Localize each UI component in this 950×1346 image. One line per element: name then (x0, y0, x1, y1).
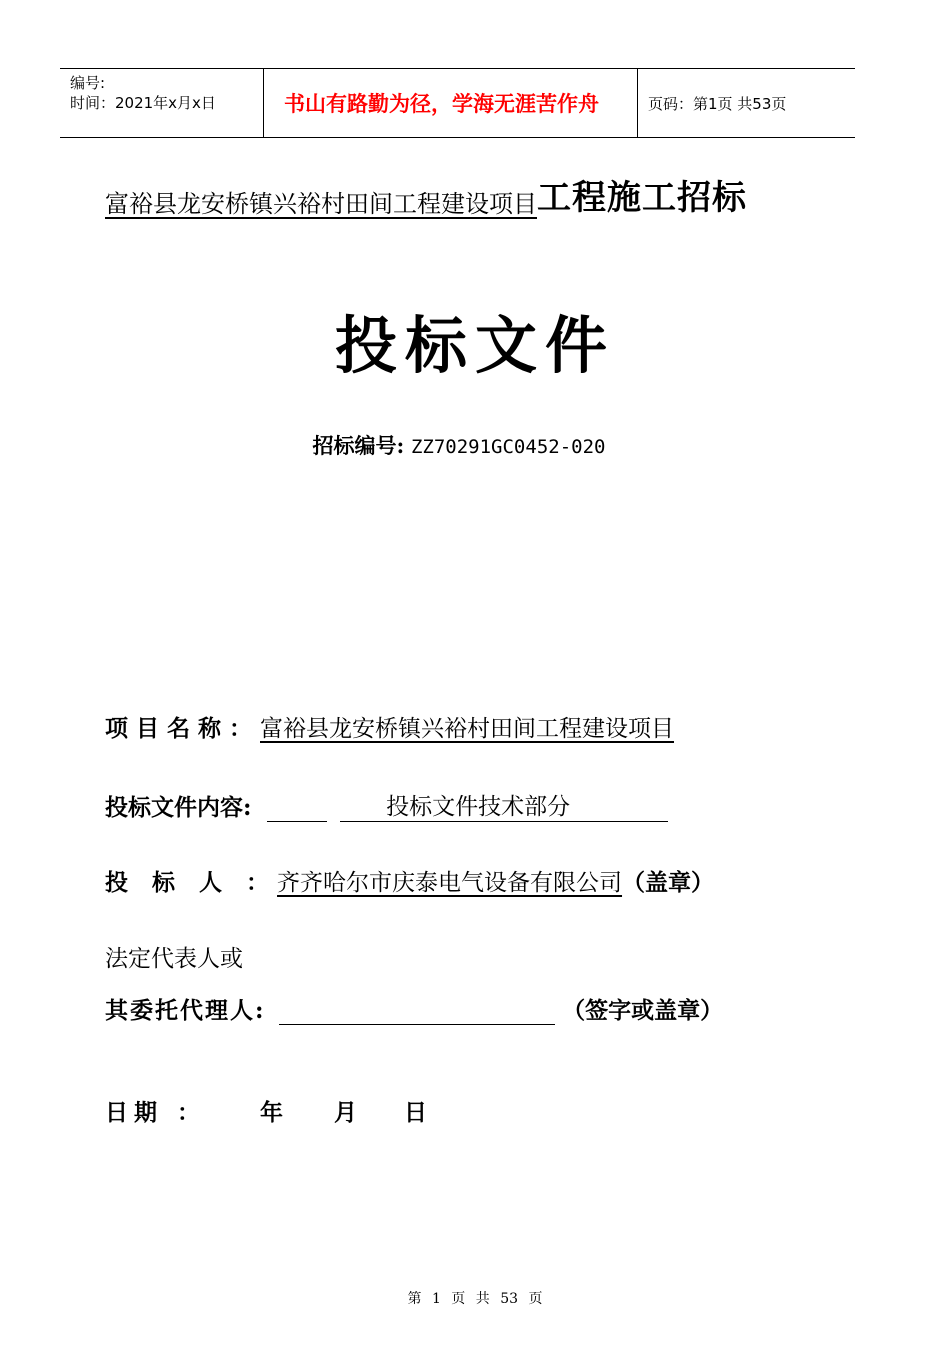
header-motto: 书山有路勤为径，学海无涯苦作舟 (263, 69, 638, 137)
date-label: 日期 ： (105, 1099, 207, 1126)
project-name-label: 项目名称： (105, 715, 260, 742)
representative-row (105, 992, 723, 1025)
date-day: 日 (404, 1099, 427, 1126)
representative-label-line1: 法定代表人或 (105, 946, 243, 972)
representative-signature-blank (279, 998, 555, 1025)
tender-code-label: 招标编号: (312, 433, 405, 458)
bidder-label: 投 标 人 ： (105, 869, 278, 896)
main-heading: 投标文件 (334, 309, 615, 382)
content-blank (267, 795, 327, 822)
page-header (60, 68, 855, 138)
bidder-row (105, 864, 714, 897)
header-page-info: 页码：第1页 共53页 (648, 94, 787, 113)
bidder-seal-note: （盖章） (622, 869, 715, 896)
date-year: 年 (260, 1099, 283, 1126)
date-row (105, 1094, 427, 1127)
project-name-row (105, 710, 674, 743)
project-name-value: 富裕县龙安桥镇兴裕村田间工程建设项目 (260, 716, 674, 742)
page-footer: 第 1 页 共 53 页 (407, 1291, 543, 1307)
content-value: 投标文件技术部分 (340, 788, 668, 822)
title-project-name: 富裕县龙安桥镇兴裕村田间工程建设项目 (105, 190, 537, 218)
tender-code (0, 430, 918, 460)
bidder-value: 齐齐哈尔市庆泰电气设备有限公司 (277, 870, 623, 896)
content-row (105, 788, 668, 822)
representative-note: （签字或盖章） (562, 997, 724, 1024)
title-suffix: 工程施工招标 (537, 178, 747, 218)
date-month: 月 (334, 1099, 357, 1126)
representative-label: 其委托代理人: (105, 997, 266, 1024)
document-time: 时间：2021年x月x日 (70, 94, 216, 112)
tender-code-value: ZZ70291GC0452-020 (410, 436, 606, 458)
header-meta (60, 69, 263, 137)
document-title (105, 170, 747, 219)
document-number-label: 编号: (70, 74, 106, 92)
content-label: 投标文件内容: (105, 794, 252, 821)
